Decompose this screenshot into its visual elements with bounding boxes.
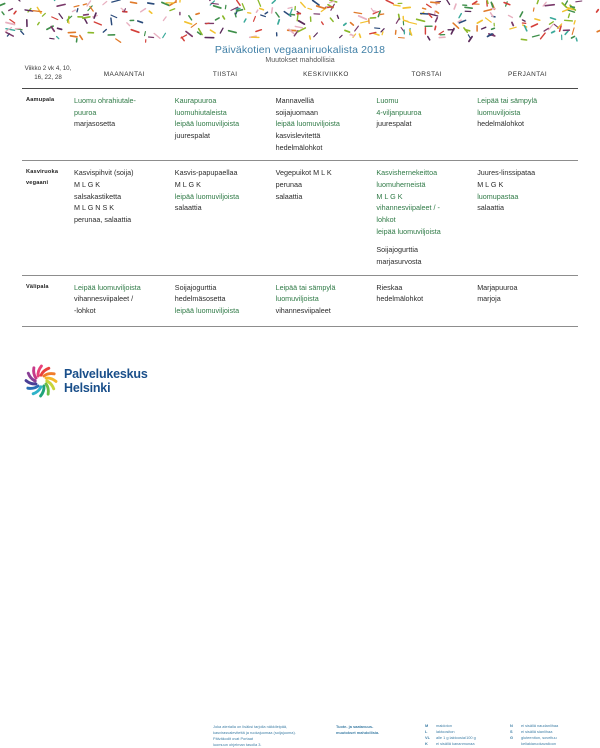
page-title: Päiväkotien vegaaniruokalista 2018: [0, 44, 600, 56]
allergen-code: K: [425, 741, 432, 747]
cell-valipala-keskiviikko: [276, 276, 377, 327]
cell-aamupala-torstai: [376, 89, 477, 160]
menu-line: Leipää luomuviljoista: [74, 282, 167, 294]
menu-line: luomuviljoista: [477, 107, 570, 119]
allergen-legend-right: [510, 723, 598, 747]
table-row-kasviruoka: [22, 161, 578, 274]
menu-line: hedelmälohkot: [376, 293, 469, 305]
menu-line: marjasosetta: [74, 118, 167, 130]
menu-line: Leipää tai sämpylä: [477, 95, 570, 107]
allergen-code: M: [425, 723, 432, 729]
day-header-tiistai: TIISTAI: [175, 64, 276, 78]
menu-line: Kasvis-papupaellaa: [175, 167, 268, 179]
menu-line: luomuherneistä: [376, 179, 469, 191]
menu-line: Marjapuuroa: [477, 282, 570, 294]
menu-line: Kasvispihvit (soija): [74, 167, 167, 179]
menu-line: luomupastaa: [477, 191, 570, 203]
menu-line: Soijajogurttia: [376, 244, 469, 256]
cell-kasviruoka-tiistai: [175, 161, 276, 274]
footer-note-left: Joka aterialla on lisäksi tarjolla näkkileipää, kasvirasvalevitettä ja ruokajuomaa (soijajuoma). Päiväkodit ovat Portaat luomuun ohjelman tasolla 3.: [213, 724, 318, 748]
menu-line: vihannesviipaleet: [276, 305, 369, 317]
menu-line: Luomu: [376, 95, 469, 107]
menu-line: Rieskaa: [376, 282, 469, 294]
menu-line: Juures-linssipataa: [477, 167, 570, 179]
allergen-code: L: [425, 729, 432, 735]
menu-line: M L G N S K: [74, 202, 167, 214]
aamupala-cells: [74, 89, 578, 160]
menu-line: vihannesviipaleet / -: [376, 202, 469, 214]
cell-valipala-perjantai: [477, 276, 578, 327]
menu-line: Leipää tai sämpylä: [276, 282, 369, 294]
allergen-description: gluteeniton, soveltuu keliakiaruokavalioon: [521, 735, 598, 747]
allergen-code: S: [510, 729, 517, 735]
brand-logo: [24, 364, 148, 398]
allergen-code: G: [510, 735, 517, 747]
table-header-row: [22, 64, 578, 83]
menu-line: Soijajogurttia: [175, 282, 268, 294]
allergen-legend-left: [425, 723, 505, 747]
allergen-description: alle 1 g laktoosia/100 g: [436, 735, 505, 741]
menu-line: perunaa: [276, 179, 369, 191]
menu-line: marjoja: [477, 293, 570, 305]
menu-line: salsakastiketta: [74, 191, 167, 203]
allergen-description: maidoton: [436, 723, 505, 729]
menu-line: kasvislevitettä: [276, 130, 369, 142]
menu-line: lohkot: [376, 214, 469, 226]
cell-kasviruoka-keskiviikko: [276, 161, 377, 274]
menu-line: -lohkot: [74, 305, 167, 317]
menu-line: M L G K: [477, 179, 570, 191]
menu-line: marjasurvosta: [376, 256, 469, 268]
cell-kasviruoka-maanantai: [74, 161, 175, 274]
allergen-description: ei sisällä kananmunaa: [436, 741, 505, 747]
menu-line: M L G K: [376, 191, 469, 203]
page-subtitle: Muutokset mahdollisia: [0, 57, 600, 64]
day-header-perjantai: PERJANTAI: [477, 64, 578, 78]
confetti-graphic: [0, 0, 600, 42]
cell-valipala-maanantai: [74, 276, 175, 327]
menu-line: puuroa: [74, 107, 167, 119]
valipala-cells: [74, 276, 578, 327]
menu-table: [22, 64, 578, 327]
menu-line: leipää luomuviljoista: [175, 191, 268, 203]
menu-line: hedelmälohkot: [477, 118, 570, 130]
brand-line-1: Palvelukeskus: [64, 367, 148, 381]
cell-kasviruoka-perjantai: [477, 161, 578, 274]
brand-name: [64, 367, 148, 395]
row-label-aamupala: Aamupala: [22, 89, 74, 106]
day-header-torstai: TORSTAI: [376, 64, 477, 78]
table-row-aamupala: [22, 89, 578, 160]
cell-aamupala-maanantai: [74, 89, 175, 160]
menu-line: juurespalat: [376, 118, 469, 130]
table-row-valipala: [22, 276, 578, 327]
cell-valipala-tiistai: [175, 276, 276, 327]
day-header-keskiviikko: KESKIVIIKKO: [276, 64, 377, 78]
menu-line: salaattia: [175, 202, 268, 214]
menu-line: salaattia: [477, 202, 570, 214]
cell-valipala-torstai: [376, 276, 477, 327]
menu-line: Luomu ohrahiutale-: [74, 95, 167, 107]
menu-line: M L G K: [175, 179, 268, 191]
menu-line: leipää luomuviljoista: [276, 118, 369, 130]
row-label-kasviruoka: Kasviruoka vegaani: [22, 161, 74, 188]
footer-note-availability: Tuote- ja saatavuus- muutokset mahdollisia.: [336, 724, 416, 736]
cell-aamupala-keskiviikko: [276, 89, 377, 160]
allergen-code: N: [510, 723, 517, 729]
allergen-description: ei sisällä naudanlihaa: [521, 723, 598, 729]
menu-line-gap: [376, 237, 469, 244]
menu-line: Vegepuikot M L K: [276, 167, 369, 179]
allergen-legend-item: [425, 741, 505, 747]
menu-line: Kaurapuuroa: [175, 95, 268, 107]
menu-line: hedelmälohkot: [276, 142, 369, 154]
menu-line: juurespalat: [175, 130, 268, 142]
menu-line: luomuviljoista: [276, 293, 369, 305]
cell-aamupala-perjantai: [477, 89, 578, 160]
row-label-valipala: Välipala: [22, 276, 74, 293]
menu-line: Kasvishernekeittoa: [376, 167, 469, 179]
menu-line: leipää luomuviljoista: [376, 226, 469, 238]
day-header-maanantai: MAANANTAI: [74, 64, 175, 78]
kasviruoka-cells: [74, 161, 578, 274]
pinwheel-logo-icon: [24, 364, 58, 398]
cell-aamupala-tiistai: [175, 89, 276, 160]
menu-line: Mannavelliä: [276, 95, 369, 107]
allergen-description: ei sisällä sianlihaa: [521, 729, 598, 735]
menu-line: leipää luomuviljoista: [175, 305, 268, 317]
cell-kasviruoka-torstai: [376, 161, 477, 274]
allergen-description: laktoositon: [436, 729, 505, 735]
brand-line-2: Helsinki: [64, 381, 148, 395]
menu-line: hedelmäsosetta: [175, 293, 268, 305]
row-divider-3: [22, 326, 578, 327]
footer: [0, 356, 600, 424]
menu-line: vihannesviipaleet /: [74, 293, 167, 305]
menu-line: leipää luomuviljoista: [175, 118, 268, 130]
allergen-code: VL: [425, 735, 432, 741]
menu-line: salaattia: [276, 191, 369, 203]
confetti-banner: [0, 0, 600, 42]
menu-line: luomuhiutaleista: [175, 107, 268, 119]
menu-line: 4-viljanpuuroa: [376, 107, 469, 119]
menu-line: M L G K: [74, 179, 167, 191]
menu-line: perunaa, salaattia: [74, 214, 167, 226]
menu-line: soijajuomaan: [276, 107, 369, 119]
weeks-header: Viikko 2 vk 4, 10, 16, 22, 28: [22, 64, 74, 83]
allergen-legend-item: [510, 735, 598, 747]
